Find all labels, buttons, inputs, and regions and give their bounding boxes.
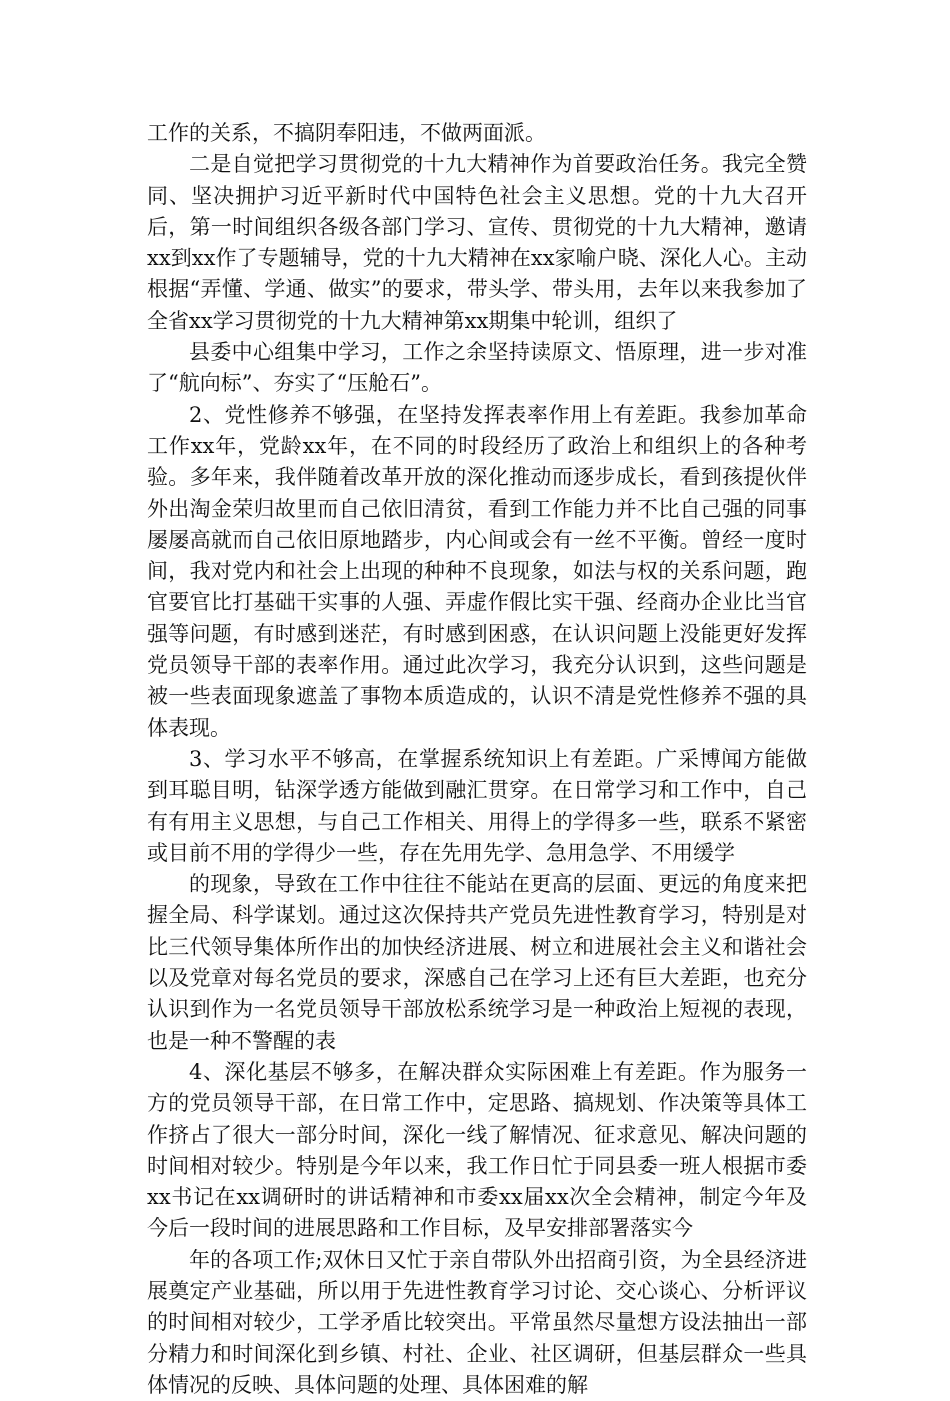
paragraph-4: 2、党性修养不够强，在坚持发挥表率作用上有差距。我参加革命工作xx年，党龄xx年，在不同的时段经历了政治上和组织上的各种考验。多年来，我伴随着改革开放的深化推动而逐步成长，看到孩提伙伴外出淘金荣归故里而自己依旧清贫，看到工作能力并不比自己强的同事屡屡高就而自己依旧原地踏步，内心间或会有一丝不平衡。曾经一度时间，我对党内和社会上出现的种种不良现象，如法与权的关系问题，跑官要官比打基础干实事的人强、弄虚作假比实干强、经商办企业比当官强等问题，有时感到迷茫，有时感到困惑，在认识问题上没能更好发挥党员领导干部的表率作用。通过此次学习，我充分认识到，这些问题是被一些表面现象遮盖了事物本质造成的，认识不清是党性修养不强的具体表现。 xyxy=(147,402,807,740)
paragraph-6: 的现象，导致在工作中往往不能站在更高的层面、更远的角度来把握全局、科学谋划。通过这次保持共产党员先进性教育学习，特别是对比三代领导集体所作出的加快经济进展、树立和进展社会主义和谐社会以及党章对每名党员的要求，深感自己在学习上还有巨大差距，也充分认识到作为一名党员领导干部放松系统学习是一种政治上短视的表现，也是一种不警醒的表 xyxy=(147,872,807,1053)
paragraph-5: 3、学习水平不够高，在掌握系统知识上有差距。广采博闻方能做到耳聪目明，钻深学透方能做到融汇贯穿。在日常学习和工作中，自己有有用主义思想，与自己工作相关、用得上的学得多一些，联系不紧密或目前不用的学得少一些，存在先用先学、急用急学、不用缓学 xyxy=(147,746,807,865)
paragraph-2: 二是自觉把学习贯彻党的十九大精神作为首要政治任务。我完全赞同、坚决拥护习近平新时代中国特色社会主义思想。党的十九大召开后，第一时间组织各级各部门学习、宣传、贯彻党的十九大精神，邀请xx到xx作了专题辅导，党的十九大精神在xx家喻户晓、深化人心。主动根据“弄懂、学通、做实”的要求，带头学、带头用，去年以来我参加了全省xx学习贯彻党的十九大精神第xx期集中轮训，组织了 xyxy=(147,152,807,333)
document-body xyxy=(147,118,807,1401)
paragraph-1: 工作的关系，不搞阴奉阳违，不做两面派。 xyxy=(147,121,546,145)
paragraph-3: 县委中心组集中学习，工作之余坚持读原文、悟原理，进一步对准了“航向标”、夯实了“压舱石”。 xyxy=(147,340,807,396)
paragraph-7: 4、深化基层不够多，在解决群众实际困难上有差距。作为服务一方的党员领导干部，在日常工作中，定思路、搞规划、作决策等具体工作挤占了很大一部分时间，深化一线了解情况、征求意见、解决问题的时间相对较少。特别是今年以来，我工作日忙于同县委一班人根据市委xx书记在xx调研时的讲话精神和市委xx届xx次全会精神，制定今年及今后一段时间的进展思路和工作目标，及早安排部署落实今 xyxy=(147,1059,807,1241)
paragraph-8: 年的各项工作;双休日又忙于亲自带队外出招商引资，为全县经济进展奠定产业基础，所以用于先进性教育学习讨论、交心谈心、分析评议的时间相对较少，工学矛盾比较突出。平常虽然尽量想方设法抽出一部分精力和时间深化到乡镇、村社、企业、社区调研，但基层群众一些具体情况的反映、具体问题的处理、具体困难的解 xyxy=(147,1247,807,1397)
